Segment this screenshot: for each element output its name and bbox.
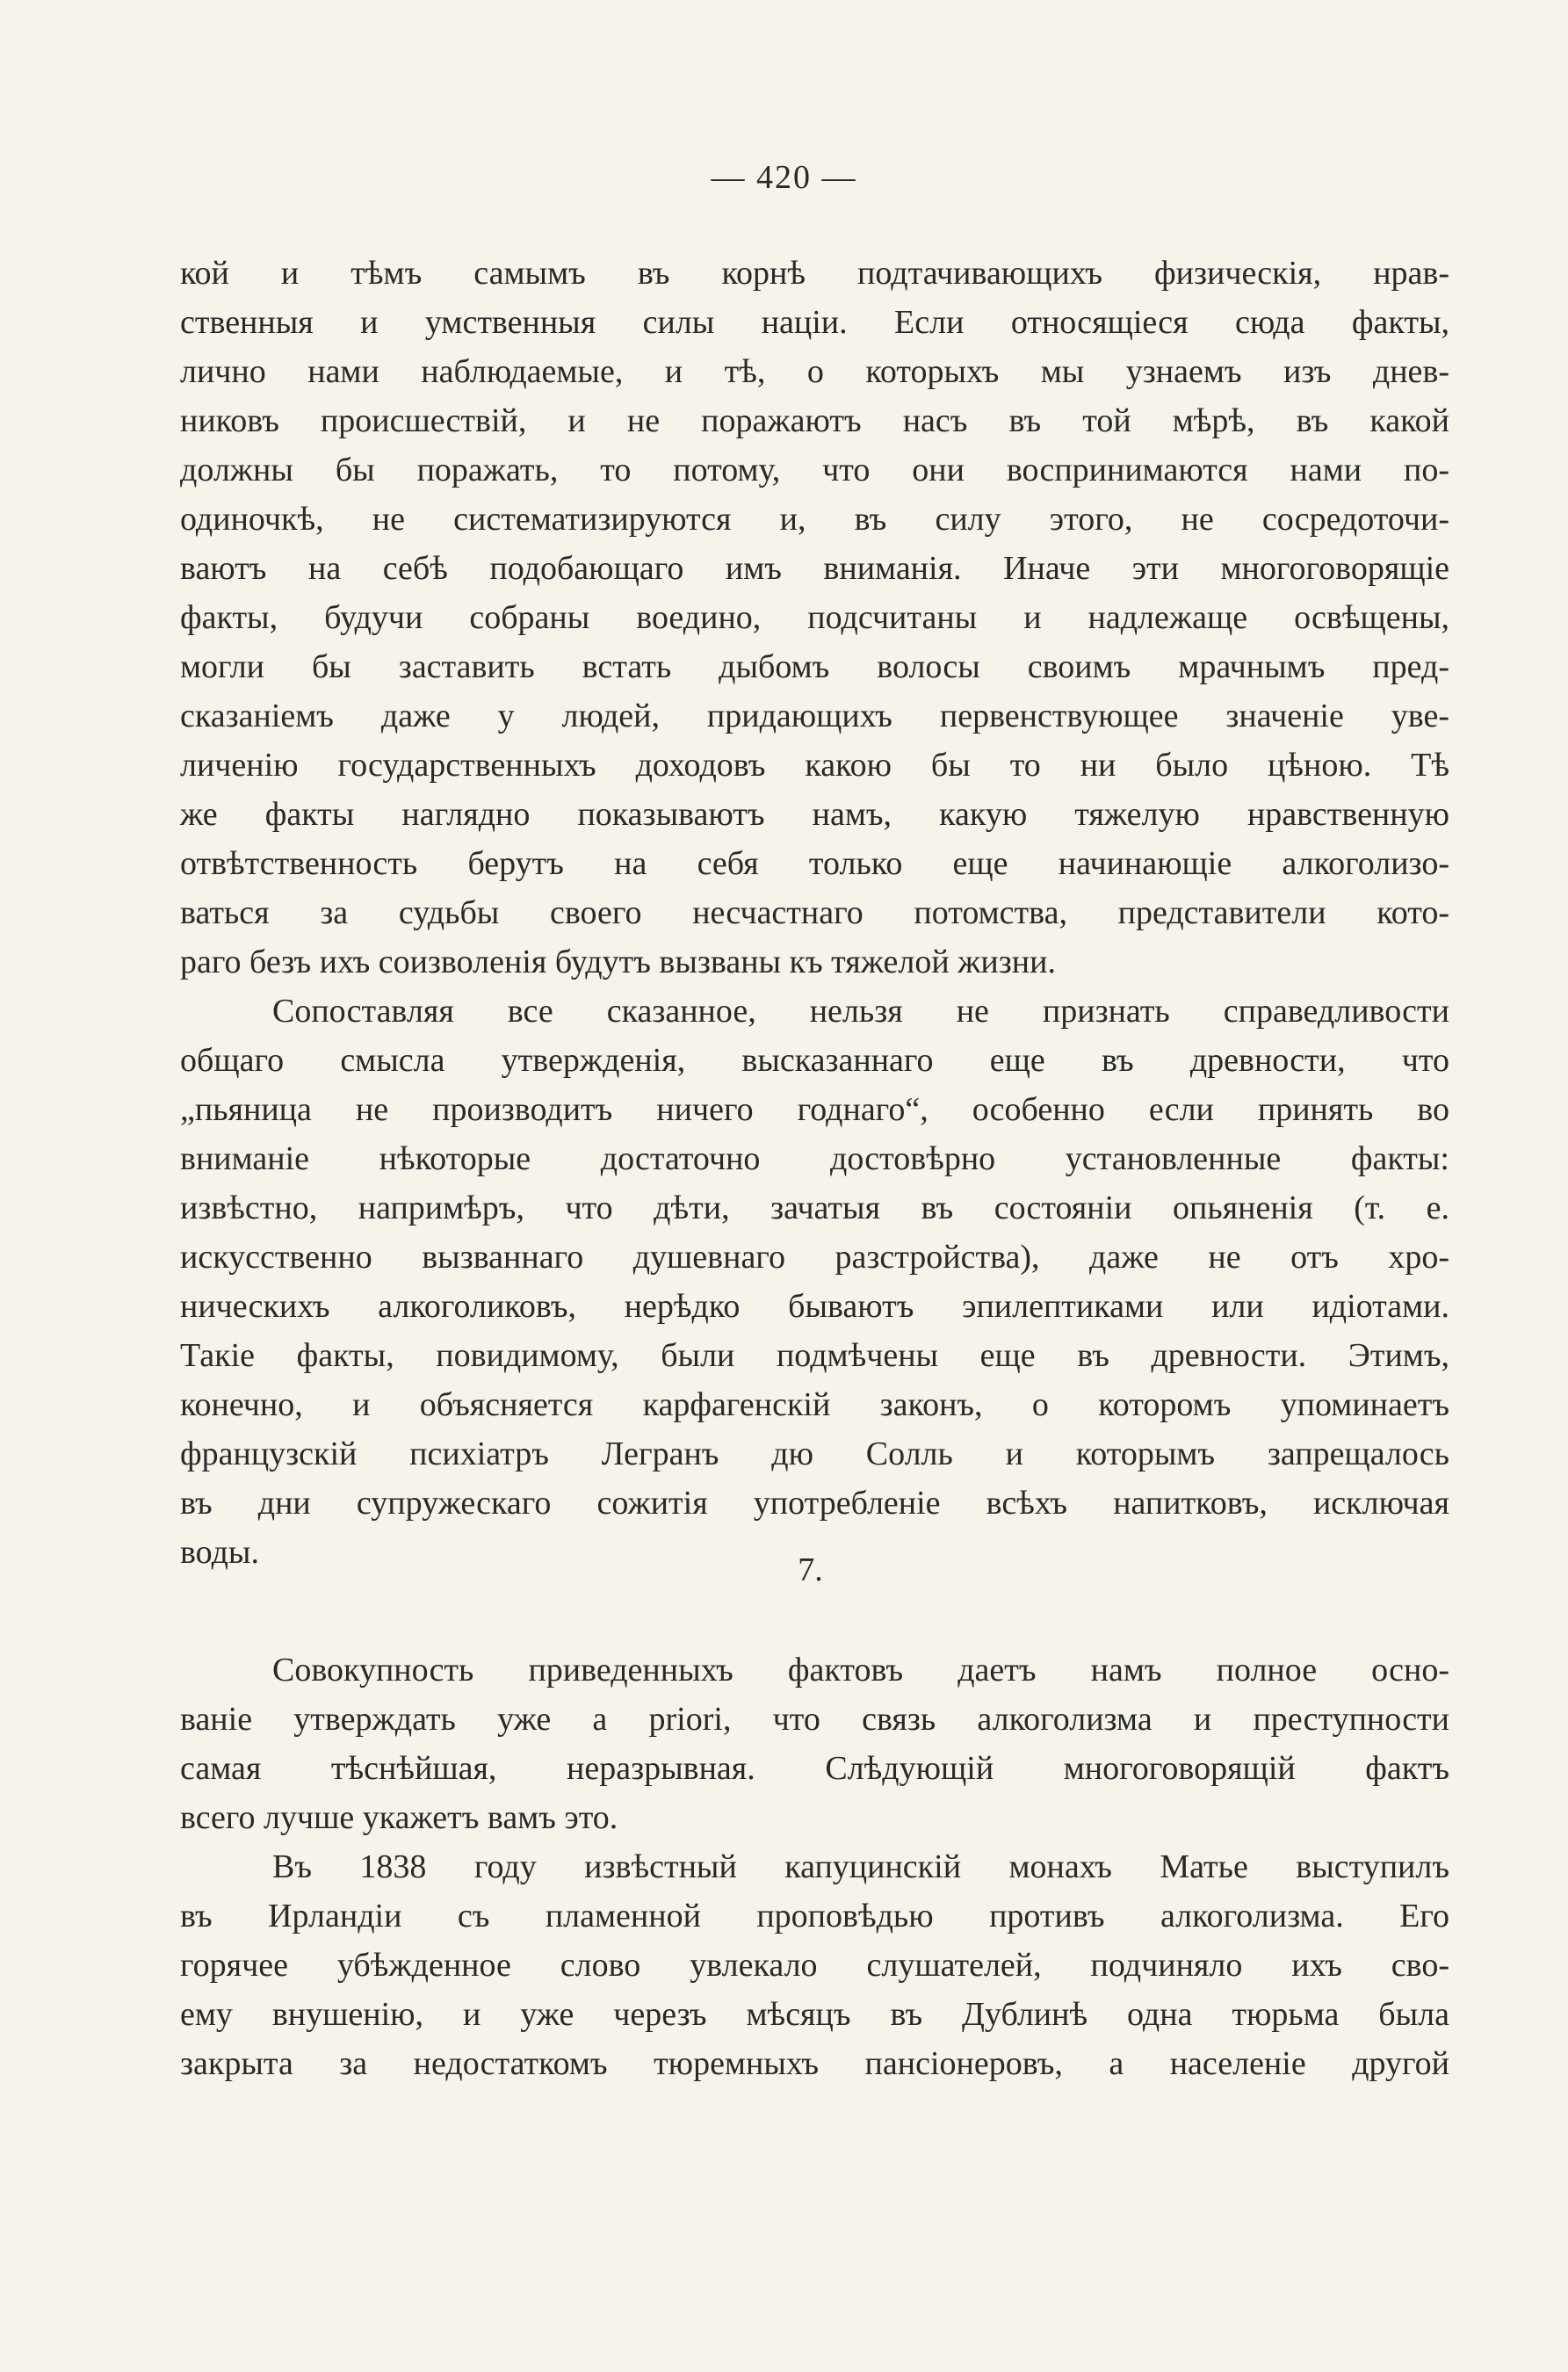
text-line: самая тѣснѣйшая, неразрывная. Слѣдующій многоговорящій фактъ [180, 1750, 1449, 1787]
text-line: сказаніемъ даже у людей, придающихъ первенствующее значеніе уве- [180, 698, 1449, 734]
text-line: закрыта за недостаткомъ тюремныхъ пансіонеровъ, а населеніе другой [180, 2045, 1449, 2082]
text-line: вниманіе нѣкоторые достаточно достовѣрно установленные факты: [180, 1140, 1449, 1177]
text-line: личенію государственныхъ доходовъ какою бы то ни было цѣною. Тѣ [180, 747, 1449, 784]
text-block-1 [180, 249, 1449, 1577]
text-line: раго безъ ихъ соизволенія будутъ вызваны къ тяжелой жизни. [180, 944, 1056, 980]
text-line: французскій психіатръ Легранъ дю Солль и которымъ запрещалось [180, 1435, 1449, 1472]
text-line: же факты наглядно показываютъ намъ, какую тяжелую нравственную [180, 796, 1449, 833]
text-line: конечно, и объясняется карфагенскій законъ, о которомъ упоминаетъ [180, 1386, 1449, 1423]
text-line: могли бы заставить встать дыбомъ волосы своимъ мрачнымъ пред- [180, 648, 1449, 685]
text-line: горячее убѣжденное слово увлекало слушателей, подчиняло ихъ сво- [180, 1947, 1449, 1984]
text-line: въ Ирландіи съ пламенной проповѣдью противъ алкоголизма. Его [180, 1898, 1449, 1934]
text-line: Совокупность приведенныхъ фактовъ даетъ намъ полное осно- [272, 1652, 1449, 1689]
section-number: 7. [798, 1551, 823, 1588]
text-line: ваніе утверждать уже a priori, что связь алкоголизма и преступности [180, 1701, 1449, 1738]
text-line: въ дни супружескаго сожитія употребленіе всѣхъ напитковъ, исключая [180, 1485, 1449, 1522]
text-line: факты, будучи собраны воедино, подсчитаны и надлежаще освѣщены, [180, 599, 1449, 636]
text-line: кой и тѣмъ самымъ въ корнѣ подтачивающихъ физическія, нрав- [180, 255, 1449, 292]
text-line: Въ 1838 году извѣстный капуцинскій монахъ Матье выступилъ [272, 1848, 1449, 1885]
text-line: никовъ происшествій, и не поражаютъ насъ въ той мѣрѣ, въ какой [180, 402, 1449, 439]
text-line: „пьяница не производитъ ничего годнаго“, особенно если принять во [180, 1091, 1449, 1128]
text-line: ническихъ алкоголиковъ, нерѣдко бываютъ эпилептиками или идіотами. [180, 1288, 1449, 1325]
text-line: искусственно вызваннаго душевнаго разстройства), даже не отъ хро- [180, 1239, 1449, 1276]
text-line: ственныя и умственныя силы націи. Если относящіеся сюда факты, [180, 304, 1449, 341]
text-line: должны бы поражать, то потому, что они воспринимаются нами по- [180, 452, 1449, 488]
text-line: всего лучше укажетъ вамъ это. [180, 1799, 618, 1836]
text-line: общаго смысла утвержденія, высказаннаго еще въ древности, что [180, 1042, 1449, 1079]
text-line: воды. [180, 1534, 259, 1571]
text-block-2 [180, 1645, 1449, 2088]
text-line: отвѣтственность берутъ на себя только еще начинающіе алкоголизо- [180, 845, 1449, 882]
page-number: — 420 — [711, 159, 857, 196]
text-line: ему внушенію, и уже черезъ мѣсяцъ въ Дублинѣ одна тюрьма была [180, 1996, 1449, 2033]
text-line: Сопоставляя все сказанное, нельзя не признать справедливости [272, 993, 1449, 1030]
text-line: ваться за судьбы своего несчастнаго потомства, представители кото- [180, 894, 1449, 931]
text-line: одиночкѣ, не систематизируются и, въ силу этого, не сосредоточи- [180, 501, 1449, 538]
text-line: Такіе факты, повидимому, были подмѣчены еще въ древности. Этимъ, [180, 1337, 1449, 1374]
text-line: извѣстно, напримѣръ, что дѣти, зачатыя въ состояніи опьяненія (т. е. [180, 1190, 1449, 1226]
text-line: лично нами наблюдаемые, и тѣ, о которыхъ мы узнаемъ изъ днев- [180, 353, 1449, 390]
text-line: ваютъ на себѣ подобающаго имъ вниманія. Иначе эти многоговорящіе [180, 550, 1449, 587]
